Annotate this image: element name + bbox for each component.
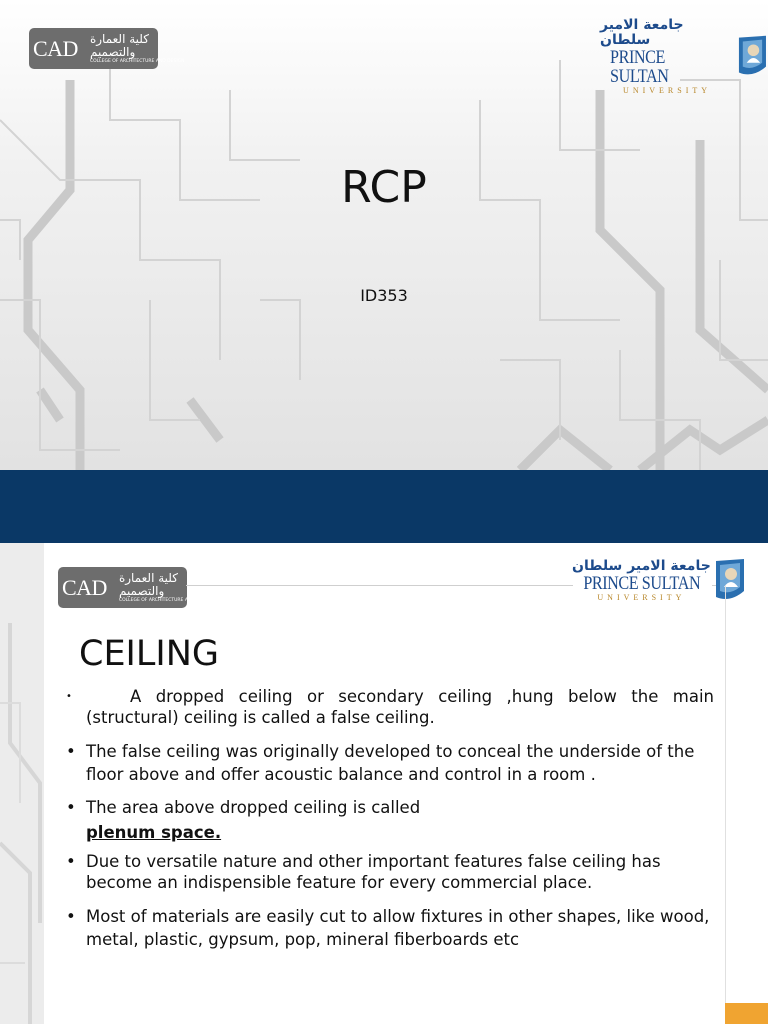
psu-logo-english: PRINCE SULTAN — [610, 47, 669, 87]
psu-logo-university: UNIVERSITY — [623, 86, 712, 95]
right-margin — [726, 543, 768, 1024]
bullet-marker: • — [66, 691, 72, 702]
list-item — [62, 797, 714, 843]
bullet-text: The area above dropped ceiling is called — [86, 798, 421, 817]
cad-college-logo — [29, 28, 185, 69]
psu-logo-arabic: جامعة الامير سلطان — [572, 558, 711, 574]
plenum-space-term: plenum space. — [86, 823, 222, 842]
list-item — [62, 740, 714, 786]
right-border-line — [725, 585, 726, 1024]
ceiling-heading: CEILING — [79, 634, 219, 674]
psu-logo-text — [600, 18, 734, 96]
bullet-marker: • — [66, 742, 76, 761]
prince-sultan-university-logo-small — [572, 557, 746, 605]
list-item — [62, 686, 714, 728]
list-item — [62, 851, 714, 893]
bullet-list — [62, 686, 714, 951]
cad-logo-text — [84, 33, 191, 65]
cad-logo-arabic: كلية العمارة والتصميم — [118, 570, 178, 598]
slide-title: RCP — [341, 162, 427, 213]
bullet-text: Due to versatile nature and other important features false ceiling has become an indispensible feature for every commercial place. — [86, 852, 661, 892]
cad-logo-english: COLLEGE OF ARCHITECTURE AND DESIGN — [89, 58, 185, 64]
slide-subtitle: ID353 — [360, 286, 408, 305]
cad-logo-word: CAD — [62, 574, 107, 600]
bullet-text: A dropped ceiling or secondary ceiling ,hung below the main (structural) ceiling is called a false ceiling. — [86, 687, 714, 727]
cad-logo-english: COLLEGE OF ARCHITECTURE AND DESIGN — [118, 597, 214, 603]
cad-logo-word: CAD — [33, 35, 78, 61]
navy-divider-band — [0, 470, 768, 543]
psu-emblem-icon — [714, 557, 746, 605]
psu-logo-arabic: جامعة الامير سلطان — [600, 17, 684, 48]
left-pattern-strip — [0, 543, 44, 1024]
header-divider — [186, 585, 573, 586]
circuit-strip-pattern — [0, 543, 44, 1024]
psu-logo-text — [572, 559, 711, 603]
orange-accent-tab — [725, 1003, 768, 1024]
cad-logo-text — [113, 572, 220, 604]
psu-emblem-icon — [737, 33, 768, 81]
list-item — [62, 905, 714, 951]
bullet-marker: • — [66, 907, 76, 926]
cad-logo-arabic: كلية العمارة والتصميم — [89, 31, 149, 59]
cad-college-logo-small — [58, 567, 214, 608]
psu-logo-english: PRINCE SULTAN — [582, 573, 700, 594]
title-slide — [0, 0, 768, 470]
bullet-marker: • — [66, 852, 76, 871]
prince-sultan-university-logo — [600, 18, 768, 96]
bullet-text: Most of materials are easily cut to allow fixtures in other shapes, like wood, metal, plastic, gypsum, pop, mineral fiberboards etc — [86, 907, 710, 949]
bullet-text: The false ceiling was originally developed to conceal the underside of the floor above and offer acoustic balance and control in a room . — [86, 742, 695, 784]
psu-logo-university: UNIVERSITY — [597, 593, 686, 602]
bullet-marker: • — [66, 798, 76, 817]
